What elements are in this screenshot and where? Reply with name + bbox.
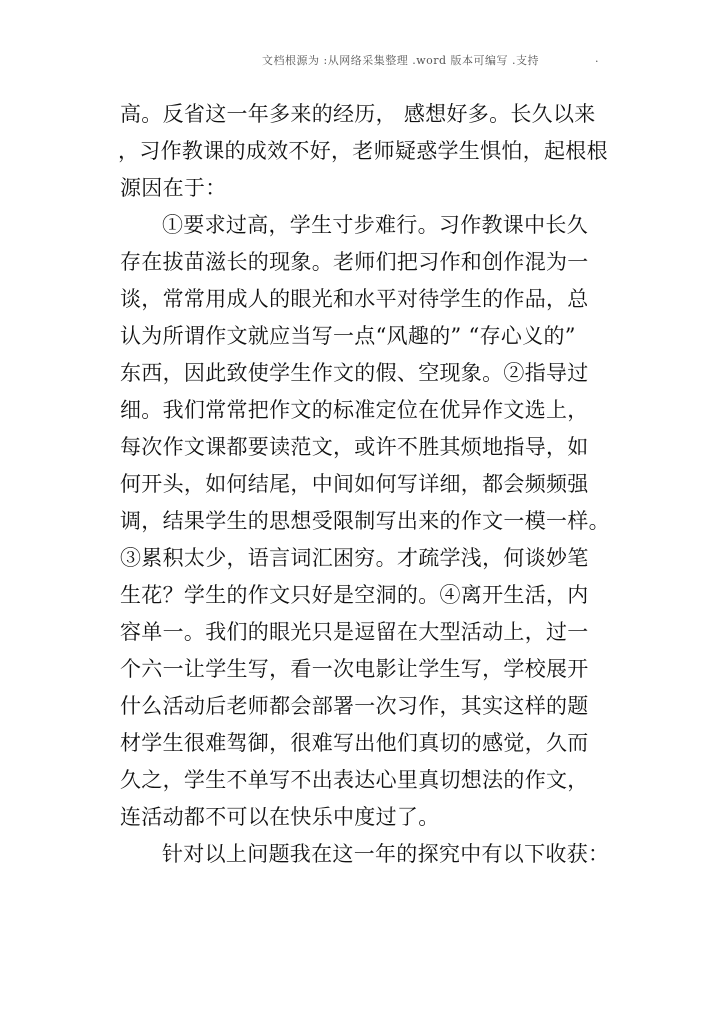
- body-line: ③累积太少，语言词汇困穷。才疏学浅，何谈妙笔: [120, 546, 589, 570]
- body-line: 高。反省这一年多来的经历， 感想好多。长久以来: [120, 102, 596, 126]
- body-line: 存在拔苗滋长的现象。老师们把习作和创作混为一: [120, 250, 589, 274]
- body-line: 调，结果学生的思想受限制写出来的作文一模一样。: [120, 509, 610, 533]
- body-line: 久之，学生不单写不出表达心里真切想法的作文，: [120, 768, 589, 792]
- body-line: 认为所谓作文就应当写一点“风趣的” “存心义的”: [120, 324, 576, 348]
- body-line: 针对以上问题我在这一年的探究中有以下收获：: [162, 842, 610, 866]
- body-line: 源因在于：: [120, 176, 227, 200]
- body-line: 东西，因此致使学生作文的假、空现象。②指导过: [120, 361, 589, 385]
- body-line: 连活动都不可以在快乐中度过了。: [120, 805, 440, 829]
- body-line: 细。我们常常把作文的标准定位在优异作文选上，: [120, 398, 589, 422]
- body-line: 谈，常常用成人的眼光和水平对待学生的作品，总: [120, 287, 589, 311]
- header-dot: .: [595, 52, 599, 65]
- body-line: ①要求过高，学生寸步难行。习作教课中长久: [162, 213, 588, 237]
- body-line: 什么活动后老师都会部署一次习作，其实这样的题: [120, 694, 589, 718]
- body-line: ，习作教课的成效不好，老师疑惑学生惧怕，起根根: [118, 139, 608, 163]
- body-line: 每次作文课都要读范文，或许不胜其烦地指导，如: [120, 435, 589, 459]
- body-line: 生花？学生的作文只好是空洞的。④离开生活，内: [120, 583, 589, 607]
- body-line: 材学生很难驾御，很难写出他们真切的感觉，久而: [120, 731, 589, 755]
- body-line: 何开头，如何结尾，中间如何写详细，都会频频强: [120, 472, 589, 496]
- body-line: 容单一。我们的眼光只是逗留在大型活动上，过一: [120, 620, 589, 644]
- body-line: 个六一让学生写，看一次电影让学生写，学校展开: [120, 657, 589, 681]
- page-header: 文档根源为 :从网络采集整理 .word 版本可编写 .支持: [262, 54, 540, 67]
